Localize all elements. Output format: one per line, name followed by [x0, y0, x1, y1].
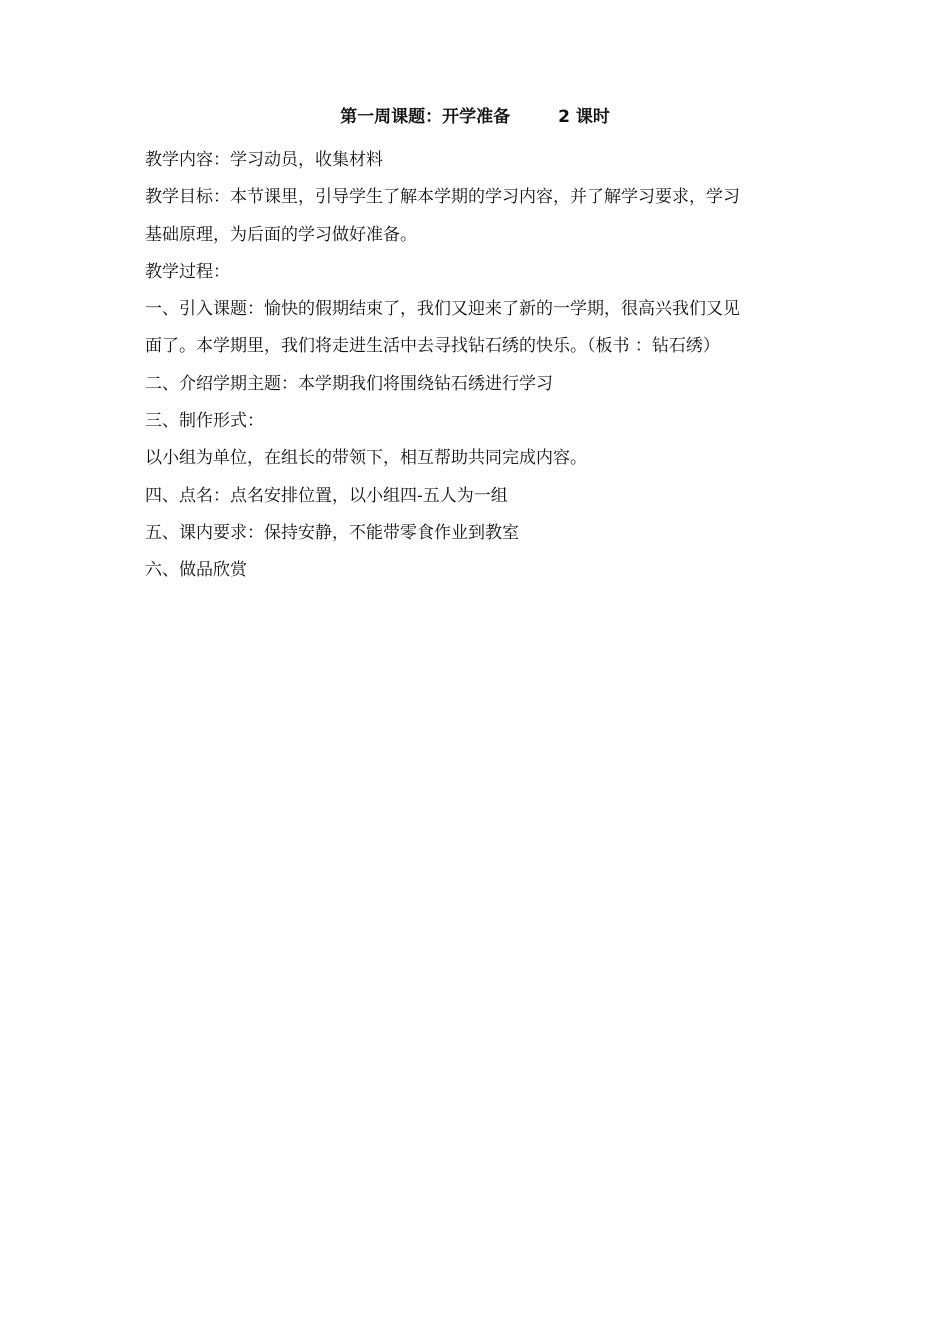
step-3-format-detail: 以小组为单位，在组长的带领下，相互帮助共同完成内容。: [145, 448, 587, 469]
title-hours: 2 课时: [558, 107, 610, 127]
step-6-appreciation-line: 六、做品欣赏: [145, 560, 247, 581]
step-4-rollcall-line: 四、点名：点名安排位置，以小组四-五人为一组: [145, 485, 508, 506]
page-title: [0, 104, 950, 130]
lesson-body: [145, 142, 817, 590]
step-1-intro-line: 一、引入课题：愉快的假期结束了，我们又迎来了新的一学期，很高兴我们又见: [145, 299, 740, 320]
step-3-format-line: 三、制作形式：: [145, 411, 264, 432]
title-topic: 第一周课题：开学准备: [340, 107, 511, 127]
teaching-goal-continuation: 基础原理，为后面的学习做好准备。: [145, 224, 417, 245]
teaching-goal-line: 教学目标：本节课里，引导学生了解本学期的学习内容，并了解学习要求，学习: [145, 187, 740, 208]
step-1-intro-continuation: 面了。本学期里，我们将走进生活中去寻找钻石绣的快乐。（板书 ：钻石绣）: [145, 336, 720, 357]
teaching-process-heading: 教学过程：: [145, 261, 230, 282]
step-5-rules-line: 五、课内要求：保持安静，不能带零食作业到教室: [145, 522, 519, 543]
step-2-theme-line: 二、介绍学期主题：本学期我们将围绕钻石绣进行学习: [145, 373, 553, 394]
teaching-content-line: 教学内容：学习动员，收集材料: [145, 150, 383, 170]
